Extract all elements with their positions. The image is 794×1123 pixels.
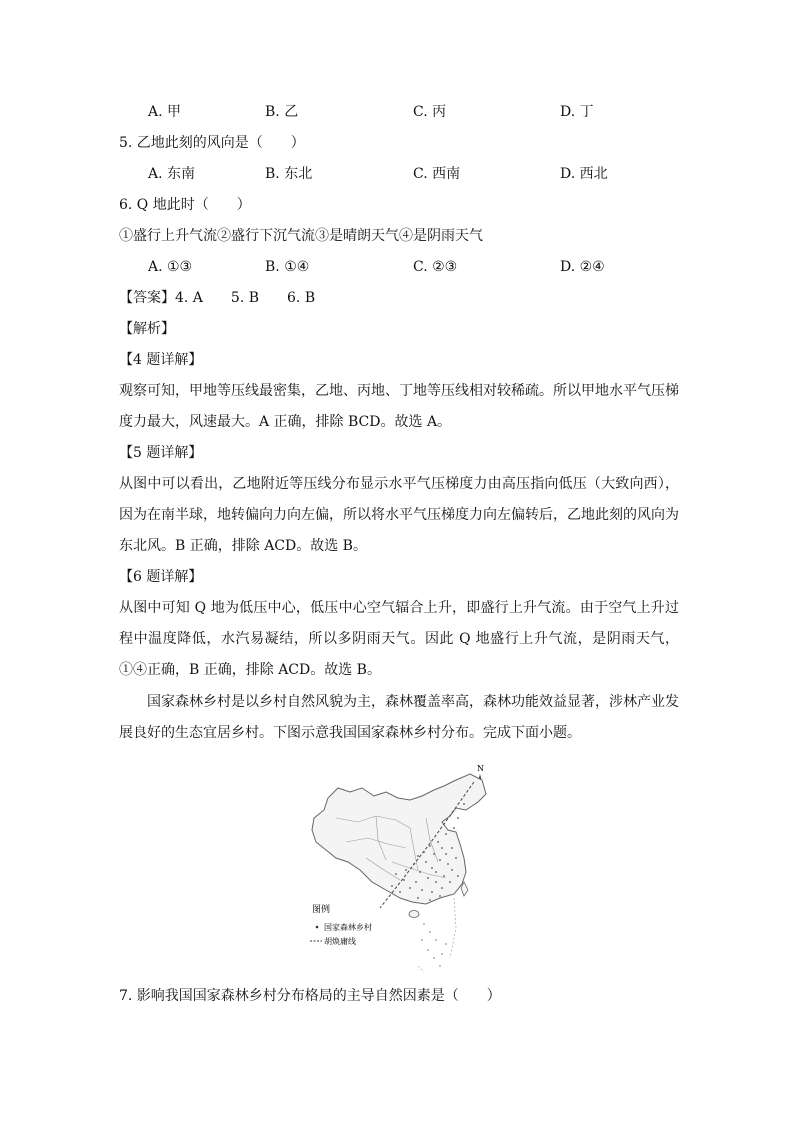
q5-option-c[interactable]: C. 西南 <box>413 166 461 182</box>
q5-option-a[interactable]: A. 东南 <box>148 166 196 182</box>
legend-village-label: 国家森林乡村 <box>324 923 372 932</box>
q6-option-b[interactable]: B. ①④ <box>265 259 310 275</box>
north-label: N <box>477 764 484 773</box>
legend-title: 图例 <box>312 905 331 915</box>
q5-option-d[interactable]: D. 西北 <box>560 166 608 182</box>
detail-6-text: 从图中可知 Q 地为低压中心，低压中心空气辐合上升，即盛行上升气流。由于空气上升过程中温度降低，水汽易凝结，所以多阴雨天气。因此 Q 地盛行上升气流，是阴雨天气，①④正确，B 正确，排除 ACD。故选 B。 <box>119 600 679 678</box>
legend-line-label: 胡焕庸线 <box>324 937 356 946</box>
q5-option-b[interactable]: B. 东北 <box>265 166 313 182</box>
q5-stem: 5. 乙地此刻的风向是（ ） <box>119 135 305 151</box>
q6-option-a[interactable]: A. ①③ <box>148 259 193 275</box>
detail-4-heading: 【4 题详解】 <box>119 352 203 368</box>
q6-statements: ①盛行上升气流②盛行下沉气流③是晴朗天气④是阴雨天气 <box>119 228 483 244</box>
map-graphic <box>306 758 498 976</box>
detail-4-text: 观察可知，甲地等压线最密集，乙地、丙地、丁地等压线相对较稀疏。所以甲地水平气压梯度力最大，风速最大。A 正确，排除 BCD。故选 A。 <box>119 383 679 430</box>
q4-option-b[interactable]: B. 乙 <box>265 104 299 120</box>
q4-option-d[interactable]: D. 丁 <box>560 104 594 120</box>
answer-line: 【答案】4. A 5. B 6. B <box>119 290 316 306</box>
q6-stem: 6. Q 地此时（ ） <box>119 197 251 213</box>
q4-option-c[interactable]: C. 丙 <box>413 104 447 120</box>
detail-6-heading: 【6 题详解】 <box>119 569 203 585</box>
detail-5-text: 从图中可以看出，乙地附近等压线分布显示水平气压梯度力由高压指向低压（大致向西），因为在南半球，地转偏向力向左偏，所以将水平气压梯度力向左偏转后，乙地此刻的风向为东北风。B 正确，排除 ACD。故选 B。 <box>119 476 679 554</box>
detail-5-heading: 【5 题详解】 <box>119 445 203 461</box>
analysis-heading: 【解析】 <box>119 321 175 337</box>
legend-dot-icon <box>316 926 319 929</box>
china-forest-village-map <box>306 758 498 976</box>
q6-option-d[interactable]: D. ②④ <box>560 259 605 275</box>
hainan-island <box>409 911 419 918</box>
q7-stem: 7. 影响我国国家森林乡村分布格局的主导自然因素是（ ） <box>119 988 501 1004</box>
q4-option-a[interactable]: A. 甲 <box>148 104 182 120</box>
q6-option-c[interactable]: C. ②③ <box>413 259 458 275</box>
south-sea-islands <box>421 923 447 967</box>
intro-paragraph: 国家森林乡村是以乡村自然风貌为主，森林覆盖率高，森林功能效益显著，涉林产业发展良好的生态宜居乡村。下图示意我国国家森林乡村分布。完成下面小题。 <box>119 694 679 741</box>
